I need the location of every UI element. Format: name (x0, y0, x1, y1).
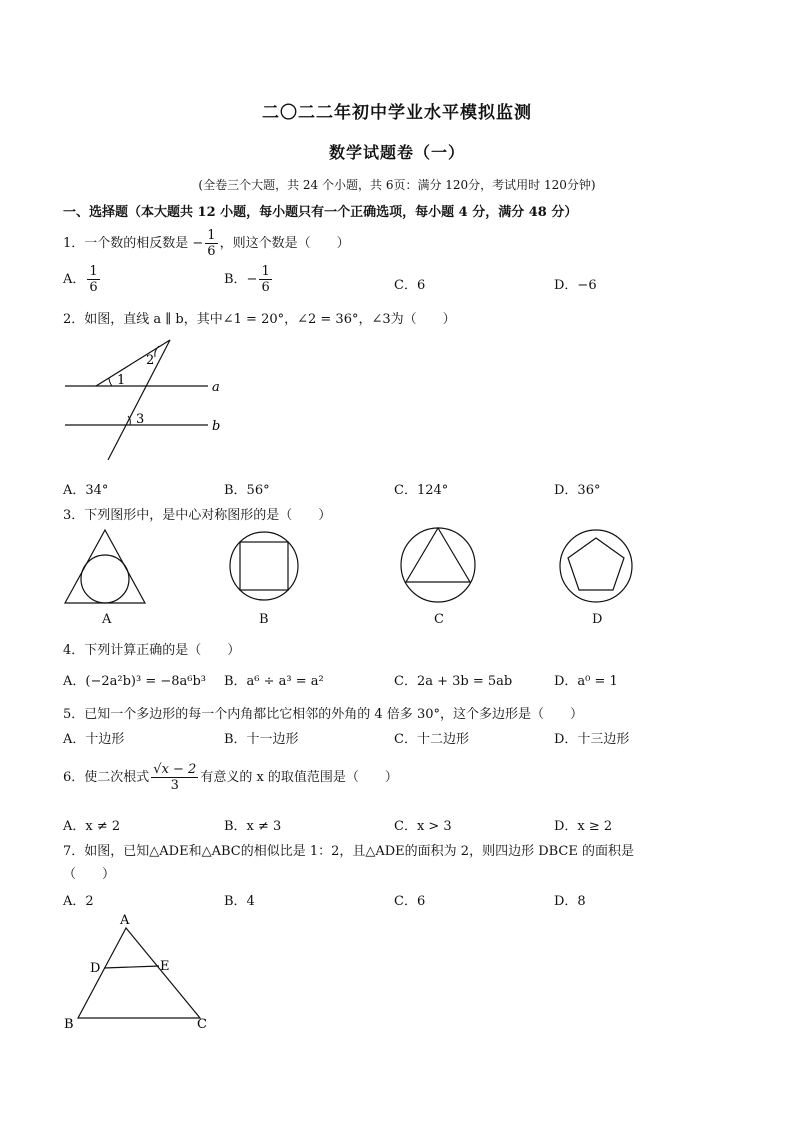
exam-subtitle: 数学试题卷（一） (328, 143, 465, 162)
q7-option-c[interactable]: C．6 (394, 894, 426, 909)
section-heading: 一、选择题（本大题共 12 小题，每小题只有一个正确选项，每小题 4 分，满分 48 分） (63, 205, 578, 220)
q2-option-a[interactable]: A．34° (63, 483, 109, 498)
q2-option-d[interactable]: D．36° (554, 483, 601, 498)
q3-caption-c: C (434, 612, 444, 627)
q5-option-b[interactable]: B．十一边形 (224, 732, 299, 747)
q3-figure-c[interactable] (398, 520, 478, 610)
q3-figure-d[interactable] (556, 528, 636, 608)
q5-option-c[interactable]: C．十二边形 (394, 732, 469, 747)
transversal-line (108, 340, 170, 460)
q1-option-d[interactable]: D．−6 (554, 278, 597, 293)
question-2: 2．如图，直线 a ∥ b，其中∠1 = 20°，∠2 = 36°，∠3为（ ） (63, 312, 456, 327)
angle-2-label: 2 (146, 353, 155, 368)
q7-option-b[interactable]: B．4 (224, 894, 255, 909)
question-7-continued: （ ） (63, 867, 116, 882)
q6-prefix: 6．使二次根式 (63, 770, 150, 785)
segment-de (104, 966, 159, 968)
question-7: 7．如图，已知△ADE和△ABC的相似比是 1：2，且△ADE的面积为 2，则四边形 DBCE 的面积是 (63, 844, 634, 859)
vertex-b-label: B (64, 1017, 74, 1032)
q7-triangle-figure (60, 910, 220, 1035)
q6-option-b[interactable]: B．x ≠ 3 (224, 819, 282, 834)
q5-option-d[interactable]: D．十三边形 (554, 732, 630, 747)
q3-caption-b: B (259, 612, 269, 627)
exam-note: (全卷三个大题，共 24 个小题，共 6页：满分 120分，考试用时 120分钟) (198, 178, 596, 192)
q1-prefix: 1．一个数的相反数是 − (63, 236, 204, 251)
point-d-label: D (90, 961, 101, 976)
q4-option-a[interactable]: A．(−2a²b)³ = −8a⁶b³ (63, 674, 207, 689)
q2-parallel-lines-figure (60, 330, 230, 465)
slanted-line (96, 340, 170, 386)
q7-option-a[interactable]: A．2 (63, 894, 94, 909)
question-5: 5．已知一个多边形的每一个内角都比它相邻的外角的 4 倍多 30°，这个多边形是（ ） (63, 707, 583, 722)
q6-suffix: 有意义的 x 的取值范围是（ ） (200, 770, 398, 785)
vertex-c-label: C (197, 1017, 207, 1032)
q6-option-c[interactable]: C．x > 3 (394, 819, 452, 834)
vertex-a-label: A (120, 913, 130, 928)
point-e-label: E (160, 959, 170, 974)
q1-option-c[interactable]: C．6 (394, 278, 426, 293)
q6-option-a[interactable]: A．x ≠ 2 (63, 819, 121, 834)
question-6 (63, 762, 398, 793)
question-1 (63, 228, 350, 259)
q3-caption-a: A (102, 612, 112, 627)
q4-option-c[interactable]: C．2a + 3b = 5ab (394, 674, 513, 689)
q4-option-b[interactable]: B．a⁶ ÷ a³ = a² (224, 674, 324, 689)
q1-option-a[interactable]: A． $\frac{1}{6}$ (63, 264, 98, 295)
line-a-label: a (212, 380, 220, 395)
angle-3-label: 3 (136, 412, 145, 427)
q3-figure-a[interactable] (60, 525, 160, 615)
q3-caption-d: D (592, 612, 603, 627)
q2-option-c[interactable]: C．124° (394, 483, 449, 498)
line-b-label: b (212, 419, 221, 434)
q2-option-b[interactable]: B．56° (224, 483, 270, 498)
q6-option-d[interactable]: D．x ≥ 2 (554, 819, 613, 834)
q4-option-d[interactable]: D．a⁰ = 1 (554, 674, 618, 689)
q1-fraction: $\frac{1}{6}$ (207, 228, 216, 259)
q1-suffix: ，则这个数是（ ） (219, 236, 350, 251)
exam-title: 二〇二二年初中学业水平模拟监测 (262, 103, 532, 123)
q7-option-d[interactable]: D．8 (554, 894, 586, 909)
angle-1-label: 1 (117, 373, 126, 388)
question-3: 3．下列图形中，是中心对称图形的是（ ） (63, 508, 332, 523)
q5-option-a[interactable]: A．十边形 (63, 732, 125, 747)
q6-fraction: $\frac{√x - 2}{3}$ (153, 762, 197, 793)
q3-figure-b[interactable] (228, 528, 308, 608)
q1-option-b[interactable]: B．− $\frac{1}{6}$ (224, 264, 270, 295)
question-4: 4．下列计算正确的是（ ） (63, 643, 241, 658)
